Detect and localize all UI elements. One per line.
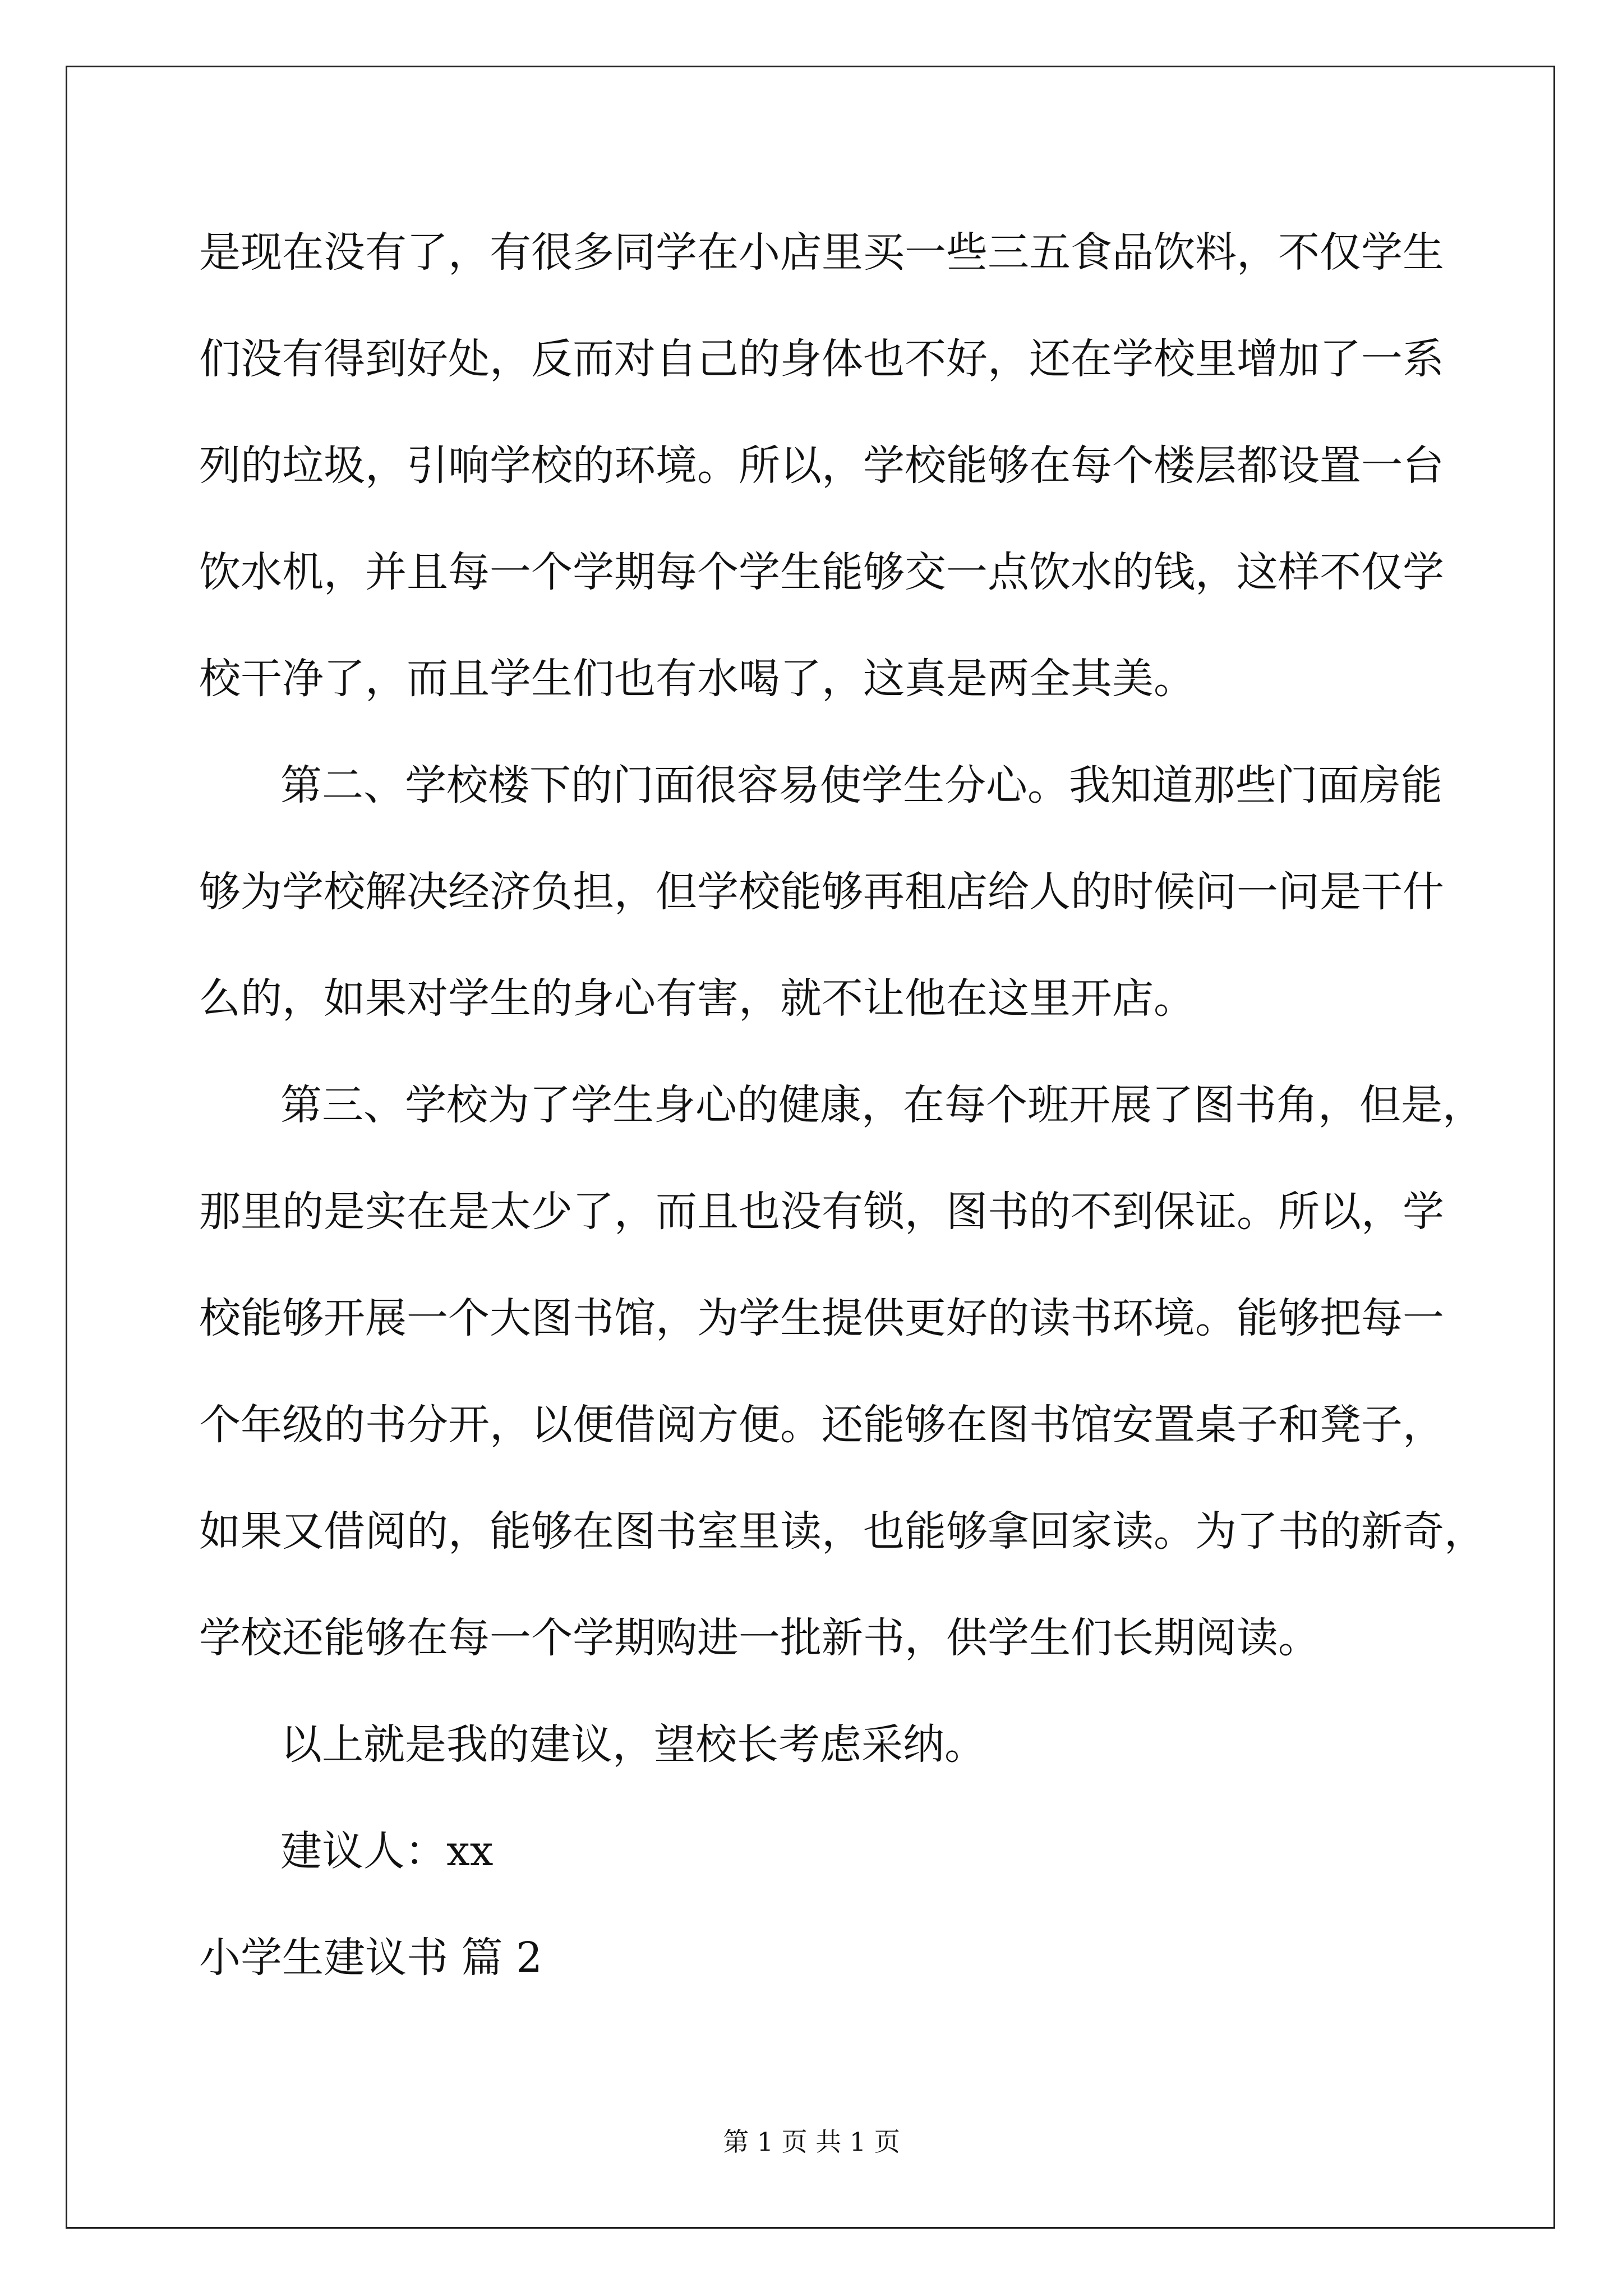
text-line-2: 们没有得到好处，反而对自己的身体也不好，还在学校里增加了一系 bbox=[199, 335, 1444, 383]
text-line-14: 学校还能够在每一个学期购进一批新书，供学生们长期阅读。 bbox=[199, 1614, 1320, 1662]
text-line-12: 个年级的书分开，以便借阅方便。还能够在图书馆安置桌子和凳子， bbox=[199, 1401, 1444, 1449]
text-line-15: 以上就是我的建议，望校长考虑采纳。 bbox=[280, 1720, 986, 1769]
text-line-6: 第二、学校楼下的门面很容易使学生分心。我知道那些门面房能 bbox=[280, 761, 1442, 809]
page-footer: 第 1 页 共 1 页 bbox=[723, 2127, 900, 2157]
section-heading: 小学生建议书 篇 2 bbox=[199, 1934, 543, 1982]
text-line-9: 第三、学校为了学生身心的健康，在每个班开展了图书角，但是， bbox=[280, 1081, 1484, 1129]
text-line-10: 那里的是实在是太少了，而且也没有锁，图书的不到保证。所以，学 bbox=[199, 1188, 1444, 1236]
text-line-13: 如果又借阅的，能够在图书室里读，也能够拿回家读。为了书的新奇， bbox=[199, 1507, 1486, 1556]
proposer-line: 建议人：xx bbox=[280, 1827, 494, 1875]
page-border bbox=[66, 66, 1555, 2229]
text-line-3: 列的垃圾，引响学校的环境。所以，学校能够在每个楼层都设置一台 bbox=[199, 441, 1444, 490]
text-line-5: 校干净了，而且学生们也有水喝了，这真是两全其美。 bbox=[199, 655, 1195, 703]
text-line-7: 够为学校解决经济负担，但学校能够再租店给人的时候问一问是干什 bbox=[199, 868, 1444, 916]
text-line-11: 校能够开展一个大图书馆，为学生提供更好的读书环境。能够把每一 bbox=[199, 1294, 1444, 1342]
text-line-4: 饮水机，并且每一个学期每个学生能够交一点饮水的钱，这样不仅学 bbox=[199, 548, 1444, 596]
text-line-1: 是现在没有了，有很多同学在小店里买一些三五食品饮料，不仅学生 bbox=[199, 228, 1444, 277]
text-line-8: 么的，如果对学生的身心有害，就不让他在这里开店。 bbox=[199, 974, 1195, 1023]
